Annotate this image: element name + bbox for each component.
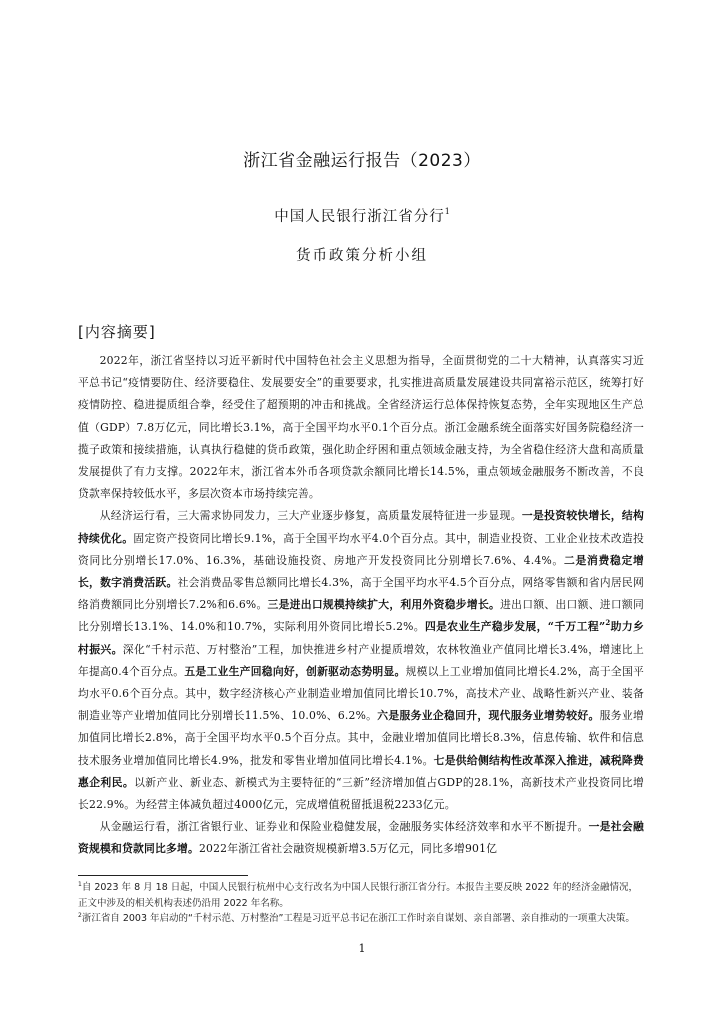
text-run: 2022年浙江省社会融资规模新增3.5万亿元，同比多增901亿	[198, 842, 498, 856]
text-run: 从金融运行看，浙江省银行业、证券业和保险业稳健发展，金融服务实体经济效率和水平不断提升。	[99, 820, 589, 834]
page-number: 1	[358, 942, 366, 955]
footnote-ref-2[interactable]: 2	[605, 618, 611, 628]
summary-paragraph-3	[78, 816, 644, 860]
key-point-3: 三是进出口规模持续扩大，利用外资稳步增长。	[267, 598, 501, 612]
footnote-2	[78, 911, 644, 927]
text-run: 社会消费品零售总额同比增长4.3%，高于全国平均水平4.5个百分点，网络零售额和省内居民网络消费额同比分别增长7.2%和6.6%。	[78, 576, 644, 612]
text-run: 从经济运行看，三大需求协同发力，三大产业逐步修复，高质量发展特征进一步显现。	[99, 509, 522, 523]
footnotes	[78, 880, 644, 927]
key-point-4-text: 四是农业生产稳步发展，“千万工程”	[424, 620, 606, 634]
key-point-2: 二是消费稳定增长，数字消费活跃。	[78, 553, 644, 590]
text-run: 进出口额、出口额、进口额同比分别增长13.1%、14.0%和10.7%，实际利用外资同比增长5.2%。	[78, 598, 644, 634]
author-name: 中国人民银行浙江省分行	[274, 209, 445, 225]
report-title: 浙江省金融运行报告（2023）	[243, 151, 481, 171]
summary-paragraph-1: 2022年，浙江省坚持以习近平新时代中国特色社会主义思想为指导，全面贯彻党的二十大精神，认真落实习近平总书记“疫情要防住、经济要稳住、发展要安全”的重要要求，扎实推进高质量发展建设共同富裕示范区，统筹打好疫情防控、稳进提质组合拳，经受住了超预期的冲击和挑战。全省经济运行总体保持恢复态势，全年实现地区生产总值（GDP）7.8万亿元，同比增长3.1%，高于全国平均水平0.1个百分点。浙江金融系统全面落实好国务院稳经济一揽子政策和接续措施，认真执行稳健的货币政策，强化助企纾困和重点领域金融支持，为全省稳住经济大盘和高质量发展提供了有力支撑。2022年末，浙江省本外币各项贷款余额同比增长14.5%，重点领域金融服务不断改善，不良贷款率保持较低水平，多层次资本市场持续完善。	[78, 354, 644, 501]
text-run: 规模以上工业增加值同比增长4.2%，高于全国平均水平0.6个百分点。其中，数字经济核心产业制造业增加值同比增长10.7%，高技术产业、战略性新兴产业、装备制造业等产业增加值同比分别增长11.5%、10.0%、6.2%。	[78, 664, 645, 723]
finance-point-1: 一是社会融资规模和贷款同比多增。	[78, 820, 645, 856]
author-group: 货币政策分析小组	[296, 248, 428, 264]
key-point-1: 一是投资较快增长，结构持续优化。	[78, 509, 644, 545]
text-run: 服务业增加值同比增长2.8%，高于全国平均水平0.5个百分点。其中，金融业增加值同比增长8.3%，信息传输、软件和信息技术服务业增加值同比增长4.9%，批发和零售业增加值同比增长4.1%。	[78, 709, 644, 767]
key-point-7: 七是供给侧结构性改革深入推进，减税降费惠企利民。	[78, 753, 644, 789]
text-run: 以新产业、新业态、新模式为主要特征的“三新”经济增加值占GDP的28.1%，高新技术产业投资同比增长22.9%。为经营主体减负超过4000亿元，完成增值税留抵退税2233亿元。	[78, 775, 644, 812]
footnote-ref-1[interactable]: 1	[444, 207, 450, 216]
text-run: 深化“千村示范、万村整治”工程，加快推进乡村产业提质增效，农林牧渔业产值同比增长3.4%，增速比上年提高0.4个百分点。	[78, 642, 644, 678]
key-point-6: 六是服务业企稳回升，现代服务业增势较好。	[377, 709, 600, 723]
summary-heading: [内容摘要]	[78, 323, 156, 341]
author-line	[0, 205, 724, 226]
summary-paragraph-2	[78, 505, 644, 816]
text-run: 固定资产投资同比增长9.1%，高于全国平均水平4.0个百分点。其中，制造业投资、工业企业技术改造投资同比分别增长17.0%、16.3%，基础设施投资、房地产开发投资同比分别增长7.6%、4.4%。	[78, 531, 644, 567]
footnote-mark-2: 2	[78, 912, 82, 919]
footnote-1-text: 自 2023 年 8 月 18 日起，中国人民银行杭州中心支行改名为中国人民银行浙江省分行。本报告主要反映 2022 年的经济金融情况，正文中涉及的相关机构表述仍沿用 2022 年名称。	[78, 882, 638, 909]
footnote-2-text: 浙江省自 2003 年启动的“千村示范、万村整治”工程是习近平总书记在浙江工作时亲自谋划、亲自部署、亲自推动的一项重大决策。	[81, 913, 635, 924]
footnote-1	[78, 880, 644, 911]
footnote-mark-1: 1	[78, 881, 82, 888]
summary-body	[78, 350, 644, 861]
key-point-4-text-end: 助力乡村振兴。	[78, 620, 644, 656]
key-point-5: 五是工业生产回稳向好，创新驱动态势明显。	[184, 664, 406, 678]
footnote-divider	[78, 875, 248, 876]
